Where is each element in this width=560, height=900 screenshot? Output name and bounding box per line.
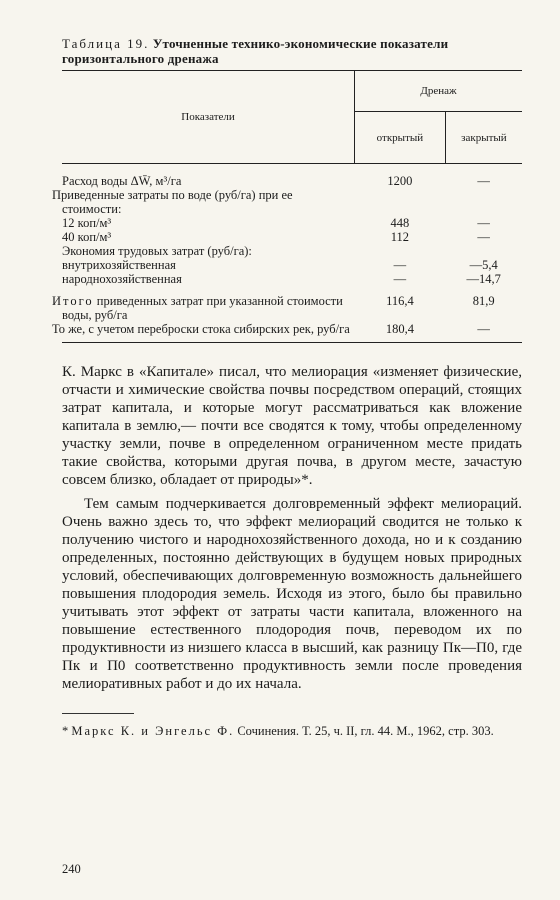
table-row bbox=[62, 216, 522, 230]
row-closed-value: — bbox=[477, 174, 490, 188]
row-open-value: — bbox=[393, 272, 407, 286]
row-label: То же, с учетом переброски стока сибирских рек, руб/га bbox=[52, 322, 350, 336]
row-label: 40 коп/м³ bbox=[62, 230, 112, 244]
table-row bbox=[62, 272, 522, 286]
row-closed-value bbox=[445, 188, 522, 216]
row-open-value bbox=[355, 188, 446, 216]
table-row bbox=[62, 322, 522, 343]
row-closed-value: — bbox=[477, 216, 490, 230]
table-caption-title-line1: Уточненные технико-экономические показатели bbox=[152, 36, 449, 51]
footnote-authors: Маркс К. и Энгельс Ф. bbox=[71, 724, 235, 738]
row-closed-value: — bbox=[477, 322, 490, 336]
row-closed-value: 81,9 bbox=[472, 294, 495, 308]
footnote bbox=[62, 724, 522, 739]
row-closed-value: —14,7 bbox=[466, 272, 501, 286]
row-open-value bbox=[355, 244, 446, 258]
header-open: открытый bbox=[355, 112, 446, 164]
indicators-table bbox=[52, 70, 522, 343]
row-closed-value: — bbox=[477, 230, 490, 244]
row-label: Расход воды ΔW̄, м³/га bbox=[62, 174, 182, 188]
table-caption-title-line2: горизонтального дренажа bbox=[62, 51, 219, 66]
row-label: Экономия трудовых затрат (руб/га): bbox=[62, 244, 252, 258]
row-open-value: 180,4 bbox=[385, 322, 414, 336]
row-closed-value bbox=[445, 244, 522, 258]
row-label: Приведенные затраты по воде (руб/га) при ее стоимости: bbox=[52, 188, 293, 216]
row-closed-value: —5,4 bbox=[469, 258, 498, 272]
footnote-marker: * bbox=[62, 724, 69, 738]
row-label-total-rest: приведенных затрат при указанной стоимости воды, руб/га bbox=[62, 294, 343, 322]
table-caption-label: Таблица 19. bbox=[62, 36, 150, 51]
footnote-text: Сочинения. Т. 25, ч. II, гл. 44. М., 1962, стр. 303. bbox=[237, 724, 494, 738]
row-label: народнохозяйственная bbox=[62, 272, 182, 286]
table-row bbox=[62, 230, 522, 244]
page bbox=[52, 36, 522, 739]
table-row bbox=[62, 244, 522, 258]
table-row bbox=[62, 188, 522, 216]
header-closed: закрытый bbox=[445, 112, 522, 164]
table-caption bbox=[62, 36, 522, 66]
row-open-value: 116,4 bbox=[386, 294, 414, 308]
row-label-total-word: Итого bbox=[52, 294, 94, 308]
row-open-value: 1200 bbox=[387, 174, 413, 188]
table-row bbox=[62, 286, 522, 322]
page-number: 240 bbox=[62, 862, 81, 876]
paragraph-2: Тем самым подчеркивается долговременный эффект мелиораций. Очень важно здесь то, что эффект мелиораций сводится не только к получению чистого и народнохозяйственного дохода, но и к созданию определенных, постоянно действующих в будущем новых природных условий, обеспечивающих долговременную возможность дальнейшего повышения плодородия земель. Исходя из этого, было бы правильно учитывать этот эффект от затраты части капитала, вложенного на повышение естественного плодородия почв, переводом их по продуктивности из низшего класса в высший, как разницу Пк—П0, где Пк и П0 соответственно продуктивность земли после проведения мелиоративных работ и до их начала. bbox=[62, 496, 522, 692]
row-label: 12 коп/м³ bbox=[62, 216, 112, 230]
row-open-value: 448 bbox=[390, 216, 410, 230]
table-row bbox=[62, 164, 522, 189]
header-drainage: Дренаж bbox=[355, 71, 522, 112]
paragraph-1: К. Маркс в «Капитале» писал, что мелиорация «изменяет физические, отчасти и химические свойства почвы посредством операций, стоящих затрат капитала, и которые могут рассматриваться как вложение капитала в землю,— почти все сводятся к тому, чтобы определенному участку земли, почве в определенном ограниченном месте придать такие свойства, которыми другая почва, в другом месте, зачастую совсем близко, обладает от природы»*. bbox=[62, 364, 522, 488]
row-open-value: 112 bbox=[390, 230, 410, 244]
row-open-value: — bbox=[393, 258, 407, 272]
footnote-divider bbox=[62, 713, 134, 714]
header-indicators: Показатели bbox=[62, 71, 355, 164]
table-row bbox=[62, 258, 522, 272]
body-text bbox=[62, 363, 522, 693]
row-label: внутрихозяйственная bbox=[62, 258, 176, 272]
row-label-total bbox=[52, 286, 355, 322]
